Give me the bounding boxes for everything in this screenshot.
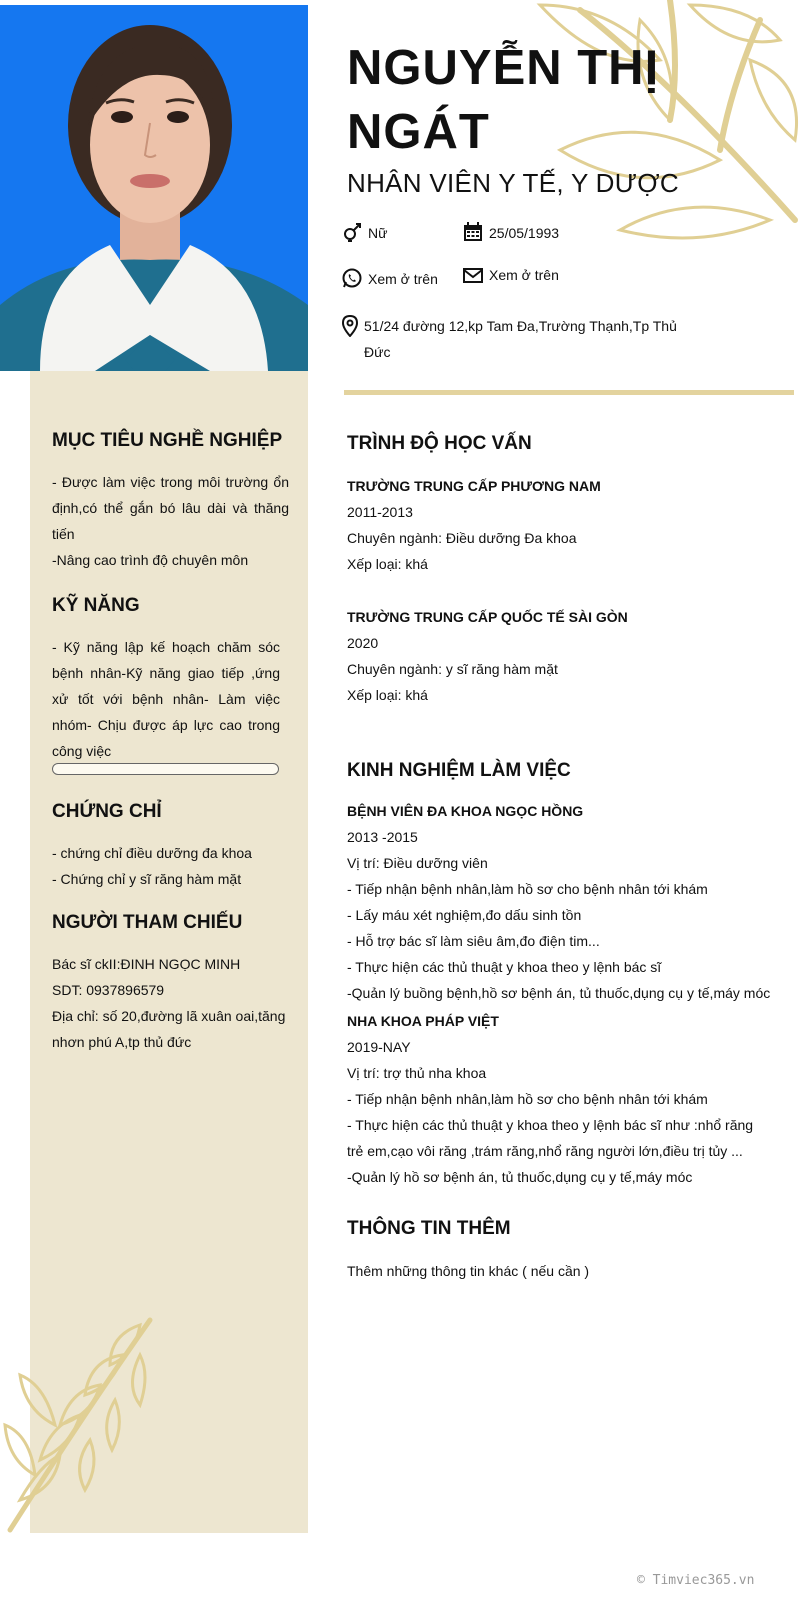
gender-icon: [342, 222, 362, 242]
experience-line: -Quản lý buồng bệnh,hồ sơ bệnh án, tủ thuốc,dụng cụ y tế,máy móc: [347, 985, 771, 1001]
education-entry: [347, 604, 628, 708]
company-name: BỆNH VIÊN ĐA KHOA NGỌC HỒNG: [347, 803, 584, 819]
education-period: 2020: [347, 635, 379, 651]
certificates-list: [52, 840, 289, 892]
experience-title: KINH NGHIỆM LÀM VIỆC: [347, 760, 571, 781]
experience-period: 2019-NAY: [347, 1039, 411, 1055]
header-divider: [344, 390, 794, 395]
mail-icon: [463, 265, 483, 285]
certificate-item: - Chứng chỉ y sĩ răng hàm mặt: [52, 871, 242, 887]
certificate-item: - chứng chỉ điều dưỡng đa khoa: [52, 845, 252, 861]
whatsapp-phone-icon: [342, 268, 362, 288]
career-objective-line: - Được làm việc trong môi trường ổn định,có thể gắn bó lâu dài và thăng tiến: [52, 474, 289, 542]
reference-line: Địa chỉ: số 20,đường lã xuân oai,tăng nhơn phú A,tp thủ đức: [52, 1008, 286, 1050]
experience-period: 2013 -2015: [347, 829, 418, 845]
experience-line: - Tiếp nhận bệnh nhân,làm hồ sơ cho bệnh nhân tới khám: [347, 881, 708, 897]
watermark: © Timviec365.vn: [637, 1573, 755, 1588]
candidate-name: NGUYỄN THỊ NGÁT: [347, 41, 660, 159]
additional-info-text: Thêm những thông tin khác ( nếu cần ): [347, 1263, 590, 1279]
reference-line: Bác sĩ ckII:ĐINH NGỌC MINH: [52, 956, 241, 972]
skills-text: - Kỹ năng lập kế hoạch chăm sóc bệnh nhân-Kỹ năng giao tiếp ,ứng xử tốt với bệnh nhân- Làm việc nhóm- Chịu được áp lực cao trong công việc: [52, 639, 280, 759]
experience-entry: [347, 798, 772, 1006]
avatar: [0, 5, 308, 371]
birthday-field: [463, 222, 559, 242]
education-grade: Xếp loại: khá: [347, 687, 428, 703]
experience-line: - Tiếp nhận bệnh nhân,làm hồ sơ cho bệnh nhân tới khám: [347, 1091, 708, 1107]
education-major: Chuyên ngành: y sĩ răng hàm mặt: [347, 661, 558, 677]
references-title: NGƯỜI THAM CHIẾU: [52, 912, 243, 933]
experience-line: - Lấy máu xét nghiệm,đo dấu sinh tồn: [347, 907, 582, 923]
education-grade: Xếp loại: khá: [347, 556, 428, 572]
experience-line: Vị trí: trợ thủ nha khoa: [347, 1065, 487, 1081]
email-field: [463, 265, 559, 285]
experience-line: -Quản lý hồ sơ bệnh án, tủ thuốc,dụng cụ y tế,máy móc: [347, 1169, 693, 1185]
location-pin-icon: [342, 315, 358, 337]
experience-line: Vị trí: Điều dưỡng viên: [347, 855, 488, 871]
reference-line: SDT: 0937896579: [52, 982, 165, 998]
calendar-icon: [463, 222, 483, 242]
career-objective-title: MỤC TIÊU NGHỀ NGHIỆP: [52, 430, 283, 451]
job-title: NHÂN VIÊN Y TẾ, Y DƯỢC: [347, 168, 679, 198]
skills-title: KỸ NĂNG: [52, 595, 140, 616]
company-name: NHA KHOA PHÁP VIỆT: [347, 1013, 499, 1029]
email-value: Xem ở trên: [489, 267, 559, 283]
experience-line: - Hỗ trợ bác sĩ làm siêu âm,đo điện tim...: [347, 933, 600, 949]
phone-field: [342, 268, 438, 288]
address-value: 51/24 đường 12,kp Tam Đa,Trường Thạnh,Tp Thủ Đức: [364, 318, 677, 360]
career-objective-line: -Nâng cao trình độ chuyên môn: [52, 552, 249, 568]
education-major: Chuyên ngành: Điều dưỡng Đa khoa: [347, 530, 577, 546]
skill-level-bar: [52, 763, 279, 775]
gender-field: [342, 222, 387, 242]
leaf-decoration-bottom-icon: [0, 1315, 160, 1535]
experience-entry: [347, 1008, 772, 1190]
phone-value: Xem ở trên: [368, 271, 438, 287]
gender-value: Nữ: [368, 225, 388, 241]
avatar-portrait: [0, 5, 308, 371]
experience-line: - Thực hiện các thủ thuật y khoa theo y lệnh bác sĩ: [347, 959, 662, 975]
additional-info-title: THÔNG TIN THÊM: [347, 1218, 511, 1239]
education-entry: [347, 473, 601, 577]
school-name: TRƯỜNG TRUNG CẤP PHƯƠNG NAM: [347, 478, 601, 494]
birthday-value: 25/05/1993: [489, 225, 560, 241]
references-text: [52, 951, 292, 1055]
certificates-title: CHỨNG CHỈ: [52, 801, 162, 822]
experience-line: - Thực hiện các thủ thuật y khoa theo y lệnh bác sĩ như :nhổ răng trẻ em,cạo vôi răng ,trám răng,nhổ răng người lớn,điều trị tủy ...: [347, 1117, 754, 1159]
address-field: [342, 313, 677, 365]
education-period: 2011-2013: [347, 504, 413, 520]
career-objective-text: [52, 469, 289, 573]
school-name: TRƯỜNG TRUNG CẤP QUỐC TẾ SÀI GÒN: [347, 609, 628, 625]
education-title: TRÌNH ĐỘ HỌC VẤN: [347, 433, 532, 454]
